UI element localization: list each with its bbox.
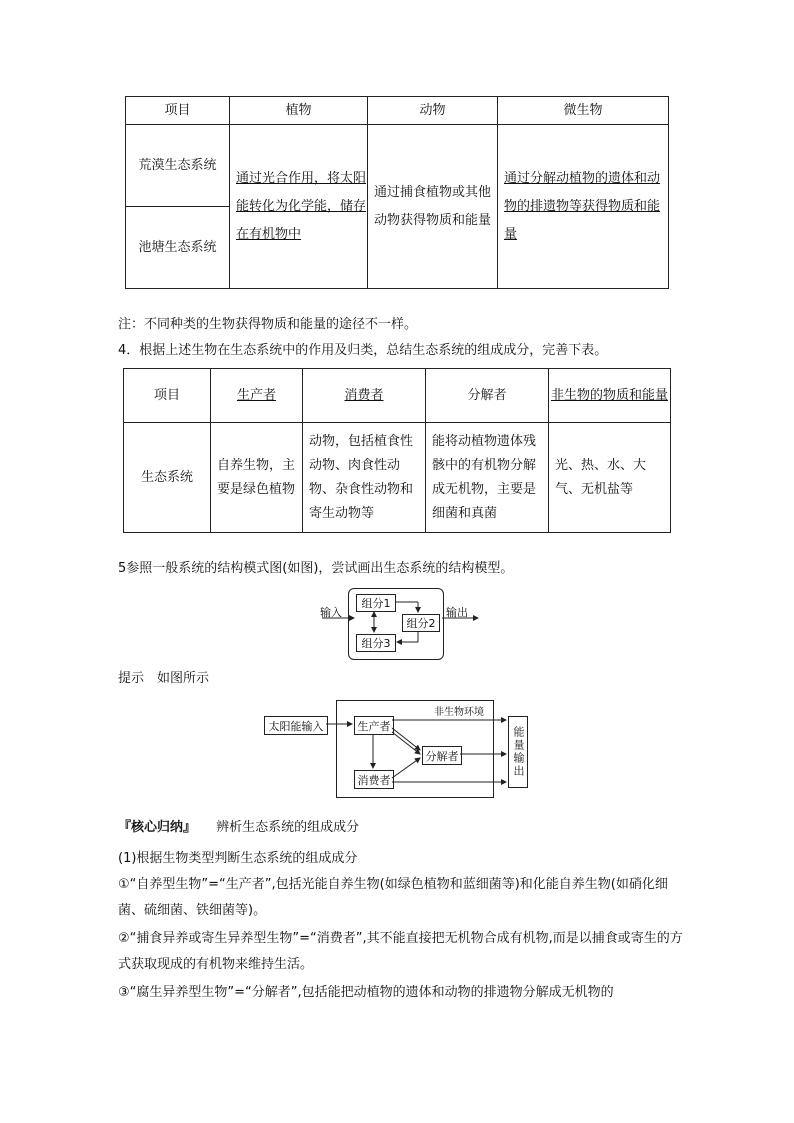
table-header: 分解者 <box>426 369 549 423</box>
core-tag: 『核心归纳』 <box>118 820 197 835</box>
output-label: 输出 <box>446 606 468 619</box>
table-header: 生产者 <box>211 369 303 423</box>
core-para-3: ②“捕食异养或寄生异养型生物”=“消费者”,其不能直接把无机物合成有机物,而是以捕食或寄生的方式获取现成的有机物来维持生活。 <box>118 931 683 972</box>
core-para-1: (1)根据生物类型判断生态系统的组成成分 <box>118 851 358 866</box>
table-header: 非生物的物质和能量 <box>549 369 671 423</box>
component-2: 组分2 <box>402 614 440 632</box>
table-header: 消费者 <box>303 369 426 423</box>
ecosystem-structure-diagram <box>262 698 532 798</box>
component-table <box>123 368 671 533</box>
producer-box: 生产者 <box>354 716 394 735</box>
note-text: 注：不同种类的生物获得物质和能量的途径不一样。 <box>118 317 418 332</box>
abiotic-cell: 光、热、水、大气、无机盐等 <box>549 423 671 533</box>
solar-input-box: 太阳能输入 <box>264 716 328 735</box>
core-summary-heading <box>118 816 359 835</box>
table-header: 动物 <box>368 97 498 125</box>
decomposer-cell: 能将动植物遗体残骸中的有机物分解成无机物，主要是细菌和真菌 <box>426 423 549 533</box>
row-label: 生态系统 <box>124 423 211 533</box>
diagram1-arrows <box>318 586 498 662</box>
table-header: 项目 <box>126 97 230 125</box>
diagram2-arrows <box>262 698 532 798</box>
row-label: 荒漠生态系统 <box>126 125 230 207</box>
question-4: 4．根据上述生物在生态系统中的作用及归类，总结生态系统的组成成分，完善下表。 <box>118 343 608 358</box>
system-structure-diagram <box>318 586 498 662</box>
input-label: 输入 <box>320 606 342 619</box>
decomposer-box: 分解者 <box>422 746 462 765</box>
organism-table <box>125 96 669 289</box>
row-label: 池塘生态系统 <box>126 207 230 289</box>
table-header: 微生物 <box>498 97 669 125</box>
question-5: 5参照一般系统的结构模式图(如图)，尝试画出生态系统的结构模型。 <box>118 561 514 576</box>
table-header: 项目 <box>124 369 211 423</box>
plant-cell: 通过光合作用，将太阳能转化为化学能，储存在有机物中 <box>230 125 368 289</box>
consumer-box: 消费者 <box>354 770 394 789</box>
core-title: 辨析生态系统的组成成分 <box>216 820 360 835</box>
table-header: 植物 <box>230 97 368 125</box>
hint-text: 提示 如图所示 <box>118 671 210 686</box>
consumer-cell: 动物，包括植食性动物、肉食性动物、杂食性动物和寄生动物等 <box>303 423 426 533</box>
microbe-cell: 通过分解动植物的遗体和动物的排遗物等获得物质和能量 <box>498 125 669 289</box>
core-para-4: ③“腐生异养型生物”=“分解者”,包括能把动植物的遗体和动物的排遗物分解成无机物的 <box>118 985 614 1000</box>
component-1: 组分1 <box>356 594 396 612</box>
component-3: 组分3 <box>356 634 396 652</box>
energy-output-box: 能量输出 <box>508 716 528 788</box>
core-para-2: ①“自养型生物”=“生产者”,包括光能自养生物(如绿色植物和蓝细菌等)和化能自养生物(如硝化细菌、硫细菌、铁细菌等)。 <box>118 877 668 918</box>
animal-cell: 通过捕食植物或其他动物获得物质和能量 <box>368 125 498 289</box>
environment-label: 非生物环境 <box>434 707 484 718</box>
producer-cell: 自养生物，主要是绿色植物 <box>211 423 303 533</box>
